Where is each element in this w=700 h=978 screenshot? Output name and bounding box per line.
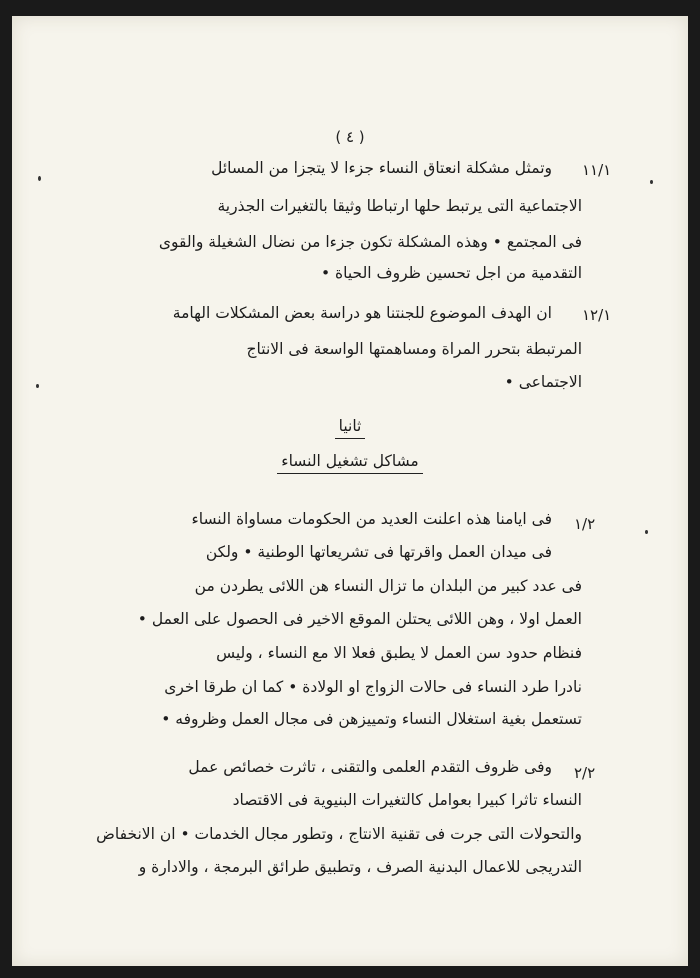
text-line: فى المجتمع • وهذه المشكلة تكون جزءا من نضال الشغيلة والقوى	[158, 233, 582, 251]
text-line: الاجتماعية التى يرتبط حلها ارتباطا وثيقا بالتغيرات الجذرية	[217, 197, 582, 215]
paragraph-number: ١١/١	[582, 161, 612, 179]
text-line: فى ايامنا هذه اعلنت العديد من الحكومات مساواة النساء	[191, 510, 552, 528]
text-line: التدريجى للاعمال البدنية الصرف ، وتطبيق طرائق البرمجة ، والادارة و	[138, 858, 582, 876]
section-title	[0, 417, 700, 435]
paragraph-number: ١٢/١	[582, 306, 612, 324]
text-line: النساء تاثرا كبيرا بعوامل كالتغيرات البنيوية فى الاقتصاد	[232, 791, 582, 809]
text-line: وفى ظروف التقدم العلمى والتقنى ، تاثرت خصائص عمل	[188, 758, 552, 776]
paragraph-number: ٢/٢	[574, 764, 596, 782]
section-subtitle-text: مشاكل تشغيل النساء	[277, 452, 422, 474]
text-line: تستعمل بغية استغلال النساء وتمييزهن فى مجال العمل وظروفه •	[161, 710, 582, 728]
scan-speck	[650, 180, 653, 184]
scan-speck	[38, 176, 41, 181]
scan-speck	[36, 384, 39, 388]
text-line: فى ميدان العمل واقرتها فى تشريعاتها الوطنية • ولكن	[205, 543, 552, 561]
section-title-text: ثانيا	[335, 417, 366, 439]
text-line: نادرا طرد النساء فى حالات الزواج او الولادة • كما ان طرقا اخرى	[164, 678, 582, 696]
text-line: فى عدد كبير من البلدان ما تزال النساء هن اللائى يطردن من	[194, 577, 582, 595]
text-line: وتمثل مشكلة انعتاق النساء جزءا لا يتجزا من المسائل	[211, 159, 552, 177]
text-line: التقدمية من اجل تحسين ظروف الحياة •	[320, 264, 582, 282]
section-subtitle	[0, 452, 700, 470]
text-line: العمل اولا ، وهن اللائى يحتلن الموقع الاخير فى الحصول على العمل •	[137, 610, 582, 628]
paragraph-number: ١/٢	[574, 515, 596, 533]
text-line: فنظام حدود سن العمل لا يطبق فعلا الا مع النساء ، وليس	[216, 644, 582, 662]
text-line: الاجتماعى •	[504, 373, 582, 391]
text-line: ان الهدف الموضوع للجنتنا هو دراسة بعض المشكلات الهامة	[172, 304, 552, 322]
scan-speck	[645, 530, 648, 534]
text-line: والتحولات التى جرت فى تقنية الانتاج ، وتطور مجال الخدمات • ان الانخفاض	[96, 825, 582, 843]
text-line: المرتبطة بتحرر المراة ومساهمتها الواسعة فى الانتاج	[246, 340, 582, 358]
page-number: ( ٤ )	[335, 128, 365, 146]
